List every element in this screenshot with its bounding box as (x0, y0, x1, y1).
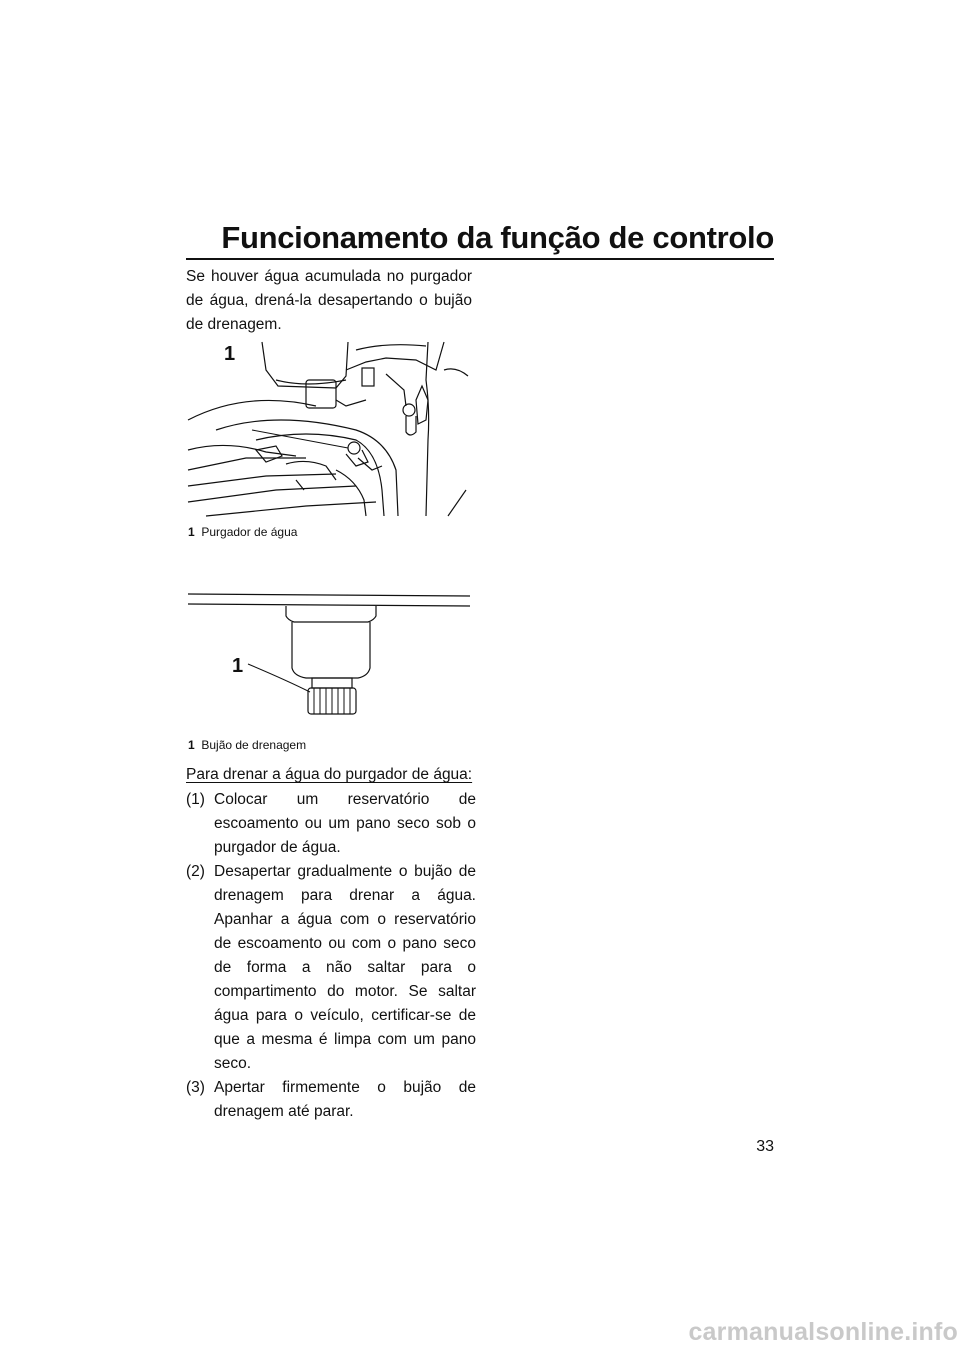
title-rule (186, 258, 774, 260)
callout-water-trap: 1 (224, 343, 236, 365)
page-title: Funcionamento da função de controlo (221, 220, 774, 255)
step-text: Apertar firmemente o bujão de drenagem até parar. (214, 1079, 476, 1120)
procedure-steps (186, 788, 476, 1124)
step-text: Colocar um reservatório de escoamento ou um pano seco sob o purgador de água. (214, 791, 476, 856)
step-number: (2) (186, 863, 205, 880)
page-number: 33 (756, 1138, 774, 1155)
figure-caption-water-trap (188, 524, 297, 540)
intro-paragraph: Se houver água acumulada no purgador de água, drená-la desapertando o bujão de drenagem. (186, 268, 472, 333)
procedure-title: Para drenar a água do purgador de água: (186, 766, 473, 783)
procedure-step (186, 860, 476, 1076)
watermark: carmanualsonline.info (688, 1318, 958, 1346)
step-text: Desapertar gradualmente o bujão de drenagem para drenar a água. Apanhar a água com o reservatório de escoamento ou com o pano seco de forma a não saltar para o compartimento do motor. Se saltar água para o veículo, certificar-se de que a mesma é limpa com um pano seco. (214, 863, 476, 1072)
caption-text: Purgador de água (201, 525, 298, 539)
procedure-step (186, 1076, 476, 1124)
caption-number: 1 (188, 738, 195, 752)
procedure-step (186, 788, 476, 860)
caption-number: 1 (188, 525, 195, 539)
drain-plug-illustration (186, 588, 476, 723)
caption-text: Bujão de drenagem (201, 738, 307, 752)
step-number: (3) (186, 1079, 205, 1096)
figure-caption-drain-plug (188, 737, 306, 753)
callout-drain-plug: 1 (232, 655, 244, 677)
water-trap-illustration (186, 340, 476, 522)
step-number: (1) (186, 791, 205, 808)
